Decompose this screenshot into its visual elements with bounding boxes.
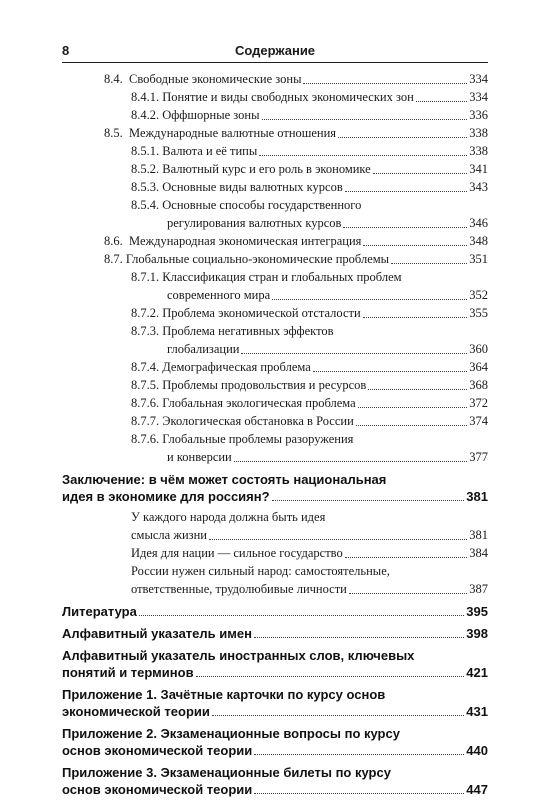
entry-number: 8.5.2. (131, 162, 160, 176)
entry-title: России нужен сильный народ: самостоятельные, (131, 564, 390, 578)
leader-dots (254, 637, 464, 638)
entry-page: 364 (469, 360, 488, 374)
leader-dots (345, 191, 468, 192)
leader-dots (363, 245, 467, 246)
entry-title: Классификация стран и глобальных проблем (162, 270, 402, 284)
entry-title: Демографическая проблема (162, 360, 311, 374)
leader-dots (343, 227, 467, 228)
leader-dots (241, 353, 467, 354)
toc-entry[interactable] (62, 268, 488, 304)
entry-title: Проблемы продовольствия и ресурсов (162, 378, 367, 392)
entry-number: 8.5. (104, 126, 123, 140)
leader-dots (373, 173, 468, 174)
entry-page: 338 (469, 126, 488, 140)
entry-title: Международные валютные отношения (129, 126, 337, 140)
entry-number: 8.7.1. (131, 270, 160, 284)
entry-title: Экологическая обстановка в России (162, 414, 354, 428)
leader-dots (303, 83, 467, 84)
entry-title: Международная экономическая интеграция (129, 234, 362, 248)
toc-entry[interactable] (62, 70, 488, 88)
toc-entry[interactable] (62, 250, 488, 268)
header-title: Содержание (234, 43, 316, 58)
entry-title: Приложение 3. Экзаменационные билеты по курсу (62, 765, 391, 780)
entry-number: 8.6. (104, 234, 123, 248)
toc-entry[interactable] (62, 232, 488, 250)
toc-entry-appendix-1[interactable] (62, 686, 488, 720)
entry-page: 387 (469, 582, 488, 596)
leader-dots (209, 539, 467, 540)
leader-dots (345, 557, 468, 558)
entry-page: 374 (469, 414, 488, 428)
toc-entry-foreign-index[interactable] (62, 647, 488, 681)
toc-entry-literature[interactable] (62, 603, 488, 620)
toc-entry[interactable] (62, 376, 488, 394)
entry-number: 8.7. (104, 252, 123, 266)
leader-dots (313, 371, 468, 372)
toc-entry[interactable] (62, 178, 488, 196)
entry-title: Проблема экономической отсталости (162, 306, 361, 320)
toc-entry-appendix-2[interactable] (62, 725, 488, 759)
entry-page: 398 (466, 626, 488, 641)
toc-entry[interactable] (62, 124, 488, 142)
leader-dots (196, 676, 465, 677)
entry-title: Понятие и виды свободных экономических зон (162, 90, 414, 104)
toc-entry[interactable] (62, 142, 488, 160)
entry-page: 384 (469, 546, 488, 560)
entry-page: 355 (469, 306, 488, 320)
entry-page: 381 (469, 528, 488, 542)
toc-entry[interactable] (62, 196, 488, 232)
entry-page: 341 (469, 162, 488, 176)
entry-page: 395 (466, 604, 488, 619)
entry-number: 8.4.1. (131, 90, 160, 104)
entry-number: 8.5.4. (131, 198, 160, 212)
entry-page: 346 (469, 216, 488, 230)
entry-title: Проблема негативных эффектов (162, 324, 334, 338)
entry-title: У каждого народа должна быть идея (131, 510, 326, 524)
leader-dots (349, 593, 467, 594)
entry-title: Литература (62, 604, 137, 619)
toc-entry[interactable] (62, 394, 488, 412)
entry-page: 381 (466, 489, 488, 504)
toc-entry[interactable] (62, 322, 488, 358)
table-of-contents (62, 70, 488, 798)
entry-title: Приложение 2. Экзаменационные вопросы по курсу (62, 726, 400, 741)
entry-page: 336 (469, 108, 488, 122)
entry-title-cont: понятий и терминов (62, 665, 194, 680)
entry-title: Валютный курс и его роль в экономике (162, 162, 371, 176)
entry-number: 8.4. (104, 72, 123, 86)
leader-dots (212, 715, 464, 716)
entry-page: 431 (466, 704, 488, 719)
page-number: 8 (62, 43, 70, 58)
toc-entry[interactable] (62, 106, 488, 124)
toc-entry[interactable] (62, 544, 488, 562)
running-header (62, 40, 488, 63)
entry-page: 352 (469, 288, 488, 302)
entry-number: 8.5.1. (131, 144, 160, 158)
entry-title-cont: экономической теории (62, 704, 210, 719)
toc-entry-name-index[interactable] (62, 625, 488, 642)
entry-title-cont: и конверсии (167, 450, 232, 464)
entry-title: Оффшорные зоны (162, 108, 260, 122)
entry-title: Глобальные проблемы разоружения (162, 432, 354, 446)
toc-entry[interactable] (62, 88, 488, 106)
entry-title: Валюта и её типы (162, 144, 258, 158)
toc-entry[interactable] (62, 160, 488, 178)
toc-entry[interactable] (62, 358, 488, 376)
leader-dots (338, 137, 467, 138)
entry-title: Алфавитный указатель иностранных слов, ключевых (62, 648, 415, 663)
leader-dots (234, 461, 468, 462)
entry-title: Основные способы государственного (162, 198, 362, 212)
entry-page: 372 (469, 396, 488, 410)
entry-title: Идея для нации — сильное государство (131, 546, 343, 560)
entry-title-cont: регулирования валютных курсов (167, 216, 342, 230)
leader-dots (254, 793, 464, 794)
entry-title: Алфавитный указатель имен (62, 626, 252, 641)
leader-dots (356, 425, 467, 426)
entry-number: 8.7.4. (131, 360, 160, 374)
toc-entry[interactable] (62, 562, 488, 598)
entry-title-cont: основ экономической теории (62, 743, 253, 758)
entry-number: 8.7.6. (131, 396, 160, 410)
entry-page: 351 (469, 252, 488, 266)
entry-number: 8.7.7. (131, 414, 160, 428)
entry-title-cont: основ экономической теории (62, 782, 253, 797)
entry-number: 8.4.2. (131, 108, 160, 122)
leader-dots (254, 754, 464, 755)
toc-entry[interactable] (62, 304, 488, 322)
leader-dots (259, 155, 467, 156)
entry-number: 8.7.2. (131, 306, 160, 320)
leader-dots (272, 500, 465, 501)
entry-title-cont: смысла жизни (131, 528, 207, 542)
entry-title-cont: идея в экономике для россиян? (62, 489, 270, 504)
entry-number: 8.7.6. (131, 432, 160, 446)
leader-dots (139, 615, 464, 616)
entry-page: 348 (469, 234, 488, 248)
entry-title-cont: ответственные, трудолюбивые личности (131, 582, 347, 596)
leader-dots (262, 119, 468, 120)
leader-dots (272, 299, 467, 300)
entry-title-cont: глобализации (167, 342, 240, 356)
entry-title: Основные виды валютных курсов (162, 180, 343, 194)
entry-page: 447 (466, 782, 488, 797)
entry-title: Заключение: в чём может состоять национальная (62, 472, 387, 487)
entry-number: 8.7.5. (131, 378, 160, 392)
leader-dots (358, 407, 468, 408)
entry-number: 8.7.3. (131, 324, 160, 338)
toc-entry-appendix-3[interactable] (62, 764, 488, 798)
entry-page: 360 (469, 342, 488, 356)
entry-page: 334 (469, 72, 488, 86)
entry-page: 421 (466, 665, 488, 680)
entry-page: 343 (469, 180, 488, 194)
leader-dots (391, 263, 467, 264)
leader-dots (416, 101, 467, 102)
entry-title-cont: современного мира (167, 288, 271, 302)
toc-entry[interactable] (62, 430, 488, 466)
entry-title: Свободные экономические зоны (129, 72, 302, 86)
entry-number: 8.5.3. (131, 180, 160, 194)
leader-dots (363, 317, 468, 318)
entry-page: 440 (466, 743, 488, 758)
entry-title: Глобальные социально-экономические проблемы (125, 252, 390, 266)
entry-page: 368 (469, 378, 488, 392)
leader-dots (368, 389, 467, 390)
entry-page: 377 (469, 450, 488, 464)
toc-entry-conclusion[interactable] (62, 471, 488, 505)
entry-page: 338 (469, 144, 488, 158)
entry-title: Глобальная экологическая проблема (162, 396, 356, 410)
toc-entry[interactable] (62, 508, 488, 544)
entry-page: 334 (469, 90, 488, 104)
toc-entry[interactable] (62, 412, 488, 430)
entry-title: Приложение 1. Зачётные карточки по курсу основ (62, 687, 386, 702)
